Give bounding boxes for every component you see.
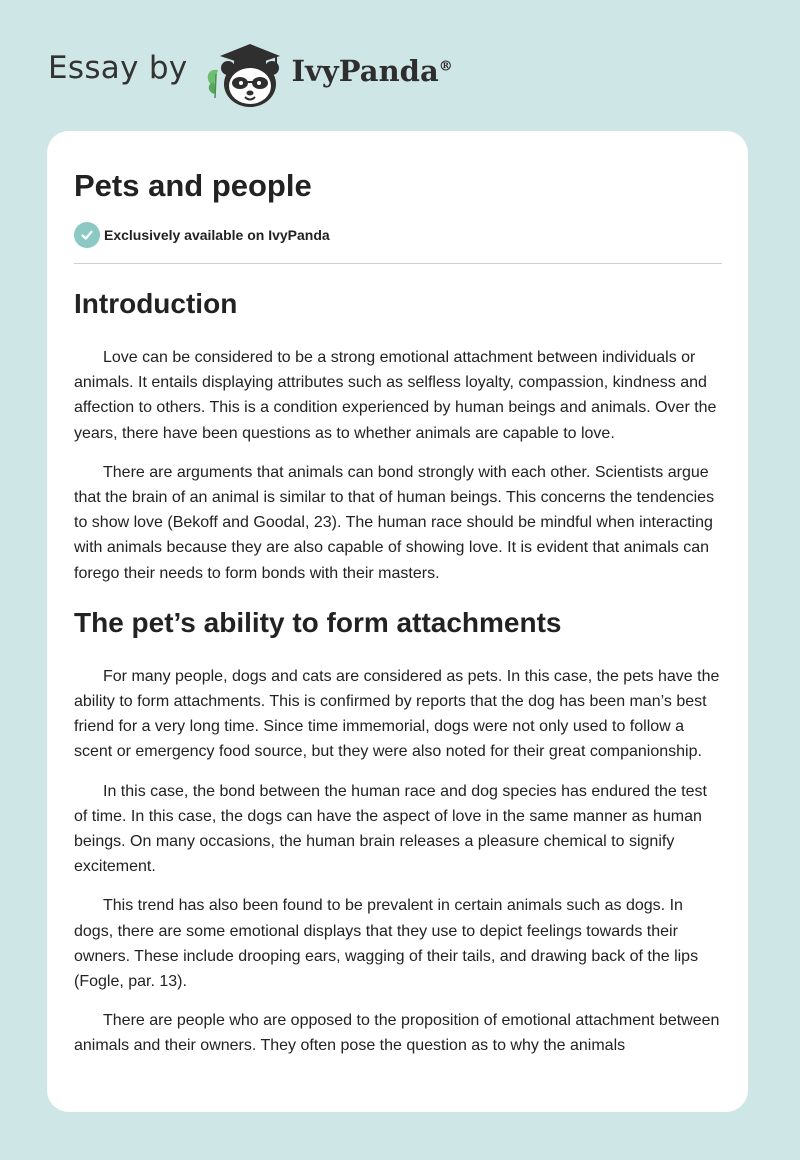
badge-text: Exclusively available on IvyPanda (104, 227, 330, 243)
article-card (47, 131, 748, 1112)
panda-graduate-icon (202, 34, 290, 110)
brand-header (48, 34, 453, 110)
paragraph: There are arguments that animals can bond strongly with each other. Scientists argue that the brain of an animal is similar to that of human beings. This concerns the tendencies to show love (Bekoff and Goodal, 23). The human race should be mindful when interacting with animals because they are also capable of showing love. It is evident that animals can forego their needs to form bonds with their masters. (74, 463, 715, 582)
exclusive-badge (74, 222, 722, 248)
paragraph: Love can be considered to be a strong emotional attachment between individuals or animals. It entails displaying attributes such as selfless loyalty, compassion, kindness and affection to others. This is a condition experienced by human beings and animals. Over the years, there have been questions as to whether animals are capable to love. (74, 349, 717, 442)
paragraph: There are people who are opposed to the proposition of emotional attachment between animals and their owners. They often pose the question as to why the animals (74, 1012, 720, 1055)
section-heading-introduction: Introduction (74, 288, 238, 319)
divider (74, 263, 722, 264)
page-title: Pets and people (74, 168, 312, 203)
paragraph: For many people, dogs and cats are considered as pets. In this case, the pets have the ability to form attachments. This is confirmed by reports that the dog has been man’s best friend for a very long time. Since time immemorial, dogs were not only used to follow a scent or emergency food source, but they were also noted for their great companionship. (74, 667, 720, 761)
check-circle-icon (74, 222, 100, 248)
paragraph: In this case, the bond between the human race and dog species has endured the test of time. In this case, the dogs can have the aspect of love in the same manner as human beings. On many occasions, the human brain releases a pleasure chemical to signify excitement. (74, 782, 707, 876)
brand-prefix: Essay by (48, 50, 188, 86)
paragraph: This trend has also been found to be prevalent in certain animals such as dogs. In dogs, there are some emotional displays that they use to depict feelings towards their owners. These include drooping ears, wagging of their tails, and drawing back of the lips (Fogle, par. 13). (74, 897, 699, 991)
section-heading-attachments: The pet’s ability to form attachments (74, 606, 562, 638)
brand-name: IvyPanda® (291, 54, 453, 88)
